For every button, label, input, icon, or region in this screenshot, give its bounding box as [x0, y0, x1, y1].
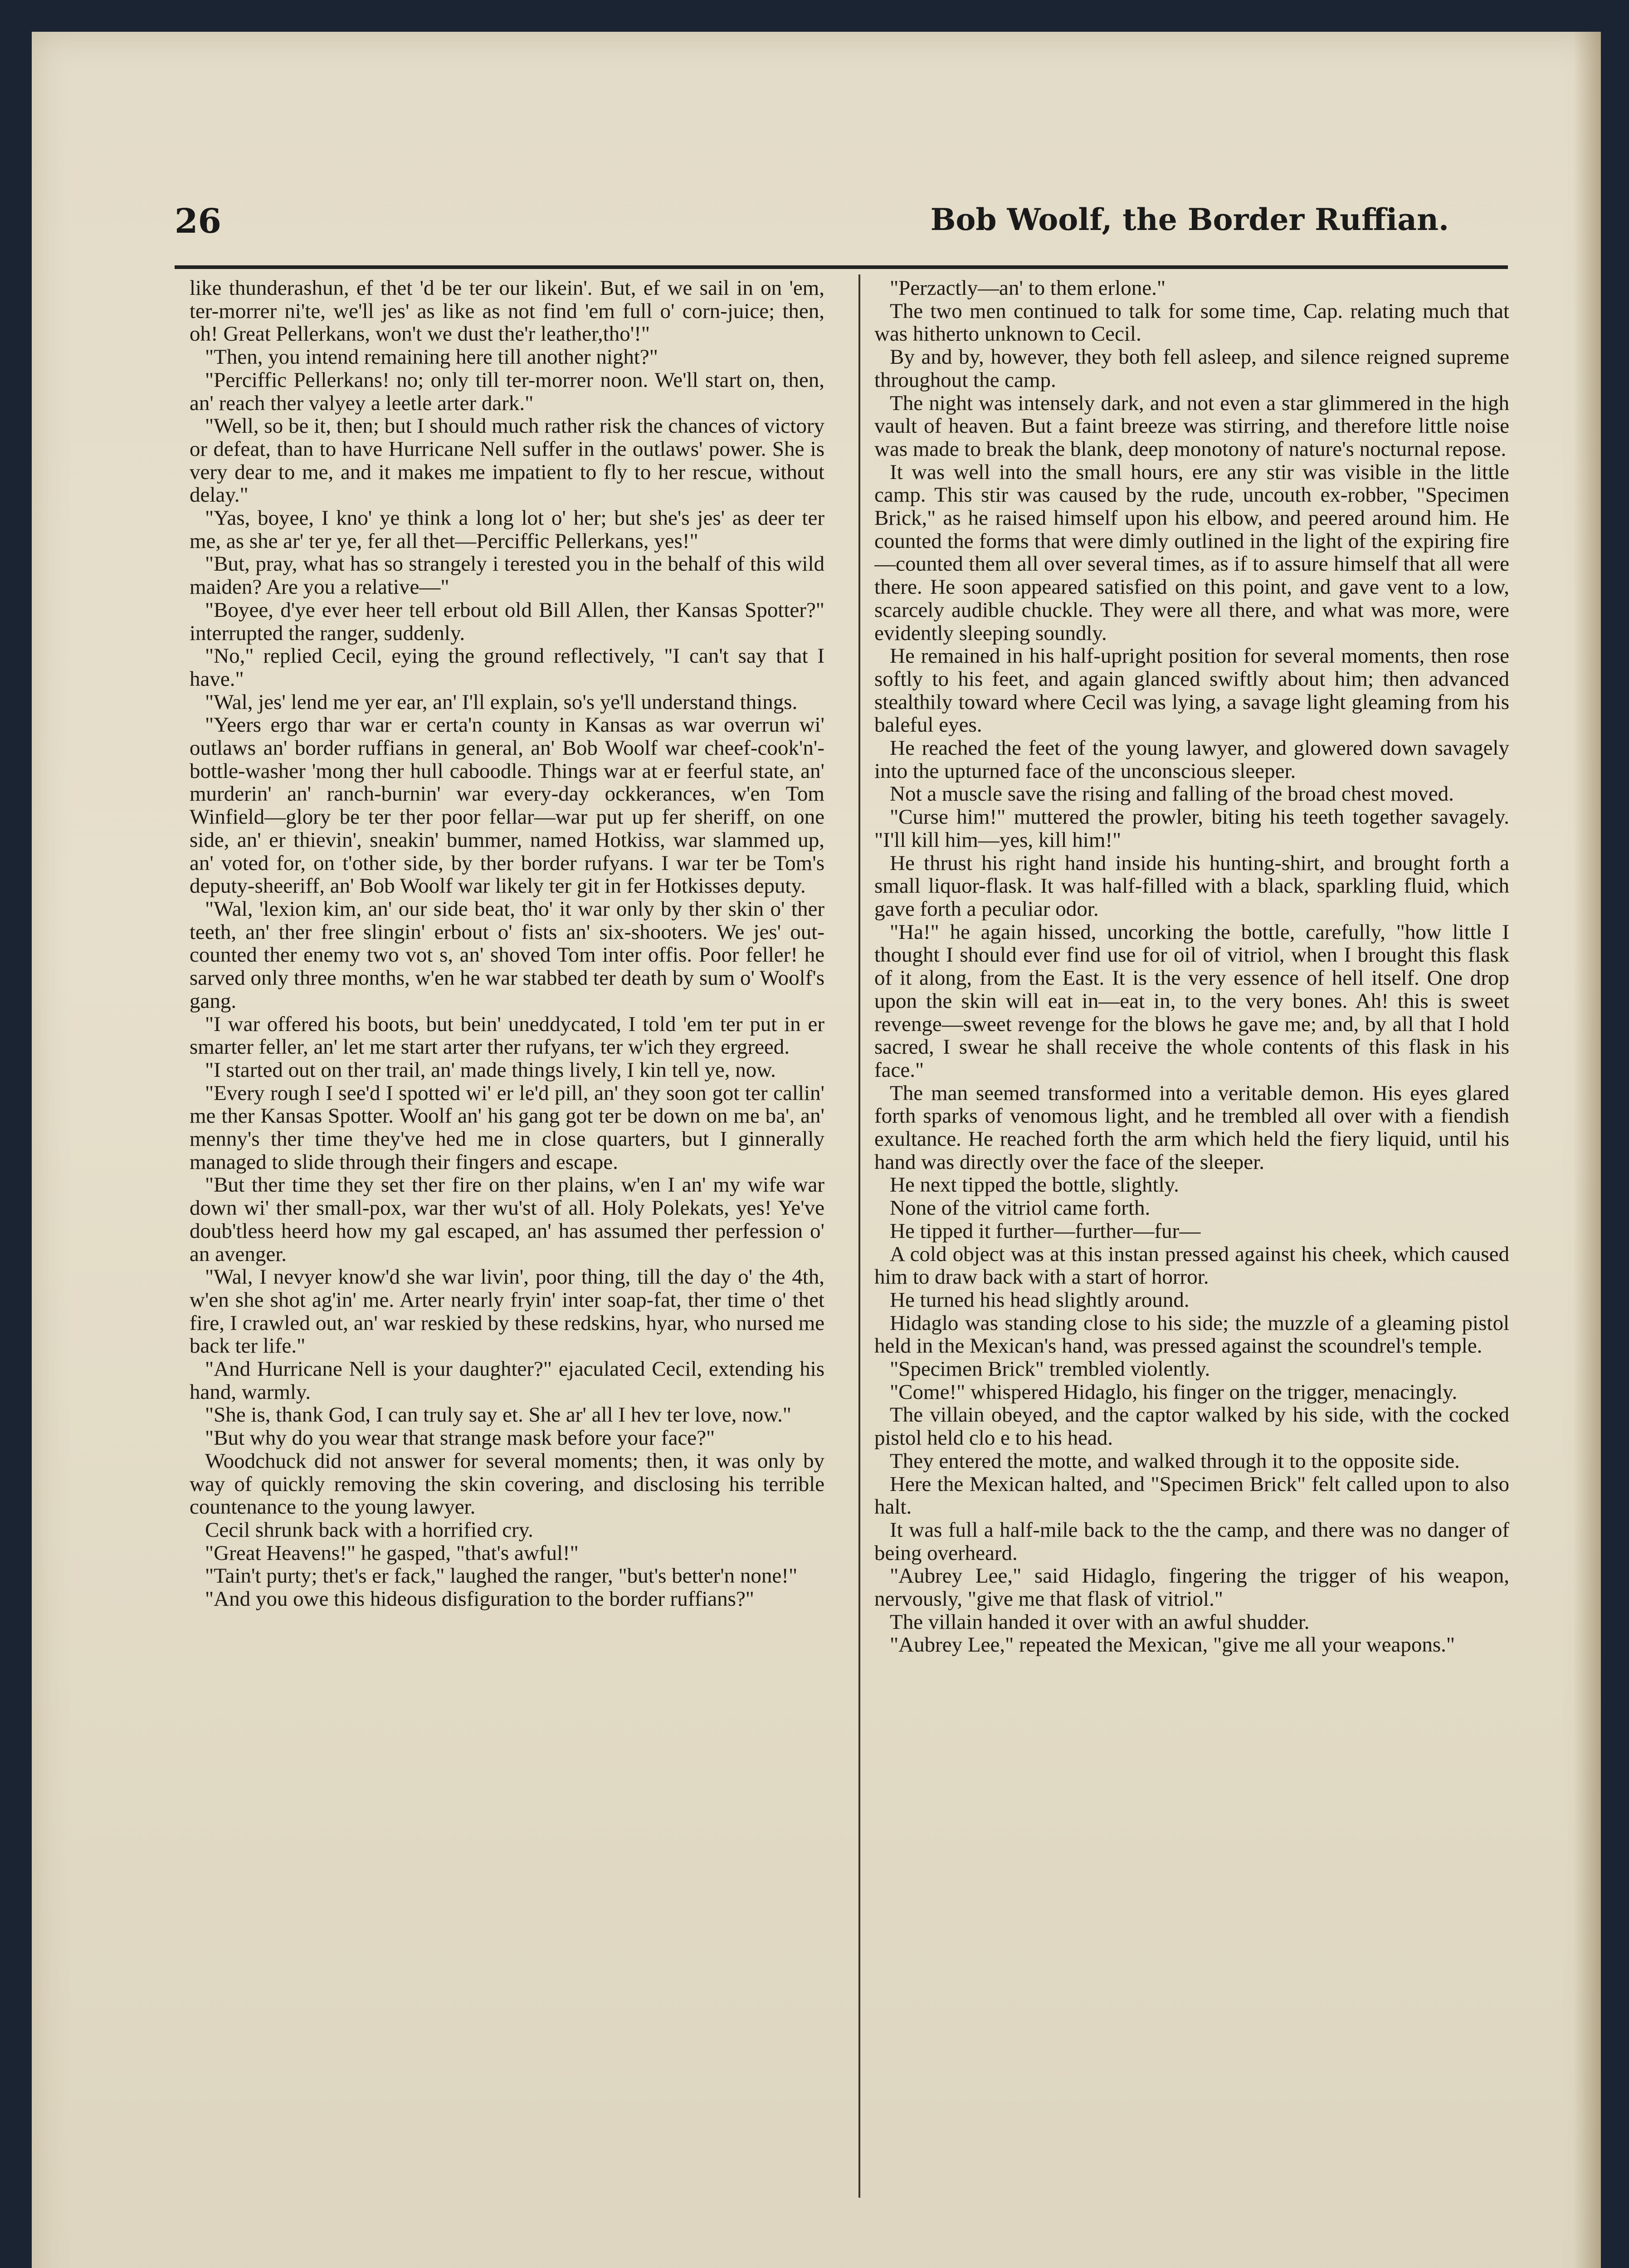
paragraph: They entered the motte, and walked through it to the opposite side.: [890, 1449, 1460, 1473]
paragraph: He remained in his half-upright position for several moments, then rose softly to his feet, and again glanced swiftly about him; then advanced stealthily toward where Cecil was lying, a savage light gleaming from his baleful eyes.: [874, 644, 1509, 737]
paragraph: "Every rough I see'd I spotted wi' er le'd pill, an' they soon got ter callin' me ther Kansas Spotter. Woolf an' his gang got ter be down on me ba', an' menny's ther time they've hed me in close quarters, but I ginnerally managed to slide through their fingers and escape.: [190, 1081, 824, 1174]
paragraph: It was full a half-mile back to the the camp, and there was no danger of being overheard.: [874, 1518, 1509, 1565]
paragraph: The villain obeyed, and the captor walked by his side, with the cocked pistol held clo e to his head.: [874, 1403, 1509, 1450]
right-text-column: [874, 277, 1509, 2200]
paragraph: "Aubrey Lee," said Hidaglo, fingering the trigger of his weapon, nervously, "give me that flask of vitriol.": [874, 1564, 1509, 1611]
paragraph: "Yeers ergo thar war er certa'n county in Kansas as war overrun wi' outlaws an' border ruffians in general, an' Bob Woolf war cheef-cook'n'-bottle-washer 'mong ther hull caboodle. Things war at er feerful state, an' murderin' an' ranch-burnin' war every-day ockkerances, w'en Tom Winfield—glory be ter ther poor fellar—war put up fer sheriff, on one side, an' er thievin', sneakin' bummer, named Hotkiss, war slammed up, an' voted for, on t'other side, by ther border rufyans. I war ter be Tom's deputy-sheeriff, an' Bob Woolf war likely ter git in fer Hotkisses deputy.: [190, 713, 824, 898]
paragraph: He tipped it further—further—fur—: [890, 1219, 1201, 1243]
paragraph: Cecil shrunk back with a horrified cry.: [205, 1518, 533, 1542]
paragraph: "I started out on ther trail, an' made things lively, I kin tell ye, now.: [205, 1058, 776, 1082]
paragraph: It was well into the small hours, ere any stir was visible in the little camp. This stir was caused by the rude, uncouth ex-robber, "Specimen Brick," as he raised himself upon his elbow, and peered around him. He counted the forms that were dimly outlined in the light of the expiring fire—counted them all over several times, as if to assure himself that all were there. He soon appeared satisfied on this point, and gave vent to a low, scarcely audible chuckle. They were all there, and what was more, were evidently sleeping soundly.: [874, 460, 1509, 645]
paragraph: "But why do you wear that strange mask before your face?": [205, 1426, 715, 1450]
paragraph: Hidaglo was standing close to his side; the muzzle of a gleaming pistol held in the Mexican's hand, was pressed against the scoundrel's temple.: [874, 1311, 1509, 1358]
paragraph: The villain handed it over with an awful shudder.: [890, 1610, 1310, 1634]
paragraph: The two men continued to talk for some time, Cap. relating much that was hitherto unknown to Cecil.: [874, 299, 1509, 346]
paragraph: "I war offered his boots, but bein' uneddycated, I told 'em ter put in er smarter feller, an' let me start arter ther rufyans, ter w'ich they ergreed.: [190, 1012, 824, 1059]
paragraph: "And Hurricane Nell is your daughter?" ejaculated Cecil, extending his hand, warmly.: [190, 1357, 824, 1404]
paragraph: "Yas, boyee, I kno' ye think a long lot o' her; but she's jes' as deer ter me, as she ar' ter ye, fer all thet—Perciffic Pellerkans, yes!": [190, 506, 824, 553]
paragraph: Not a muscle save the rising and falling of the broad chest moved.: [890, 782, 1454, 806]
paragraph: He thrust his right hand inside his hunting-shirt, and brought forth a small liquor-flask. It was half-filled with a black, sparkling fluid, which gave forth a peculiar odor.: [874, 851, 1509, 921]
paragraph: Woodchuck did not answer for several moments; then, it was only by way of quickly removing the skin covering, and disclosing his terrible countenance to the young lawyer.: [190, 1449, 824, 1519]
paragraph: By and by, however, they both fell asleep, and silence reigned supreme throughout the camp.: [874, 345, 1509, 392]
paragraph: "She is, thank God, I can truly say et. She ar' all I hev ter love, now.": [205, 1403, 791, 1427]
column-divider: [858, 274, 860, 2198]
paragraph: "Perciffic Pellerkans! no; only till ter-morrer noon. We'll start on, then, an' reach ther valyey a leetle arter dark.": [190, 368, 824, 415]
paragraph: "Well, so be it, then; but I should much rather risk the chances of victory or defeat, than to have Hurricane Nell suffer in the outlaws' power. She is very dear to me, and it makes me impatient to fly to her rescue, without delay.": [190, 414, 824, 507]
paragraph: "Perzactly—an' to them erlone.": [890, 277, 1166, 300]
paragraph: Here the Mexican halted, and "Specimen Brick" felt called upon to also halt.: [874, 1472, 1509, 1519]
paragraph: The man seemed transformed into a veritable demon. His eyes glared forth sparks of venomous light, and he trembled all over with a fiendish exultance. He reached forth the arm which held the fiery liquid, until his hand was directly over the face of the sleeper.: [874, 1081, 1509, 1174]
page-number: 26: [175, 202, 221, 241]
header-rule: [175, 265, 1508, 269]
paragraph: He reached the feet of the young lawyer, and glowered down savagely into the upturned face of the unconscious sleeper.: [874, 736, 1509, 783]
paragraph: "Aubrey Lee," repeated the Mexican, "give me all your weapons.": [890, 1633, 1455, 1657]
paragraph: "Curse him!" muttered the prowler, biting his teeth together savagely. "I'll kill him—yes, kill him!": [874, 805, 1509, 852]
paragraph: like thunderashun, ef thet 'd be ter our likein'. But, ef we sail in on 'em, ter-morrer ni'te, we'll jes' as like as not find 'em full o' corn-juice; then, oh! Great Pellerkans, won't we dust the'r leather,tho'!": [190, 277, 824, 346]
paragraph: He next tipped the bottle, slightly.: [890, 1173, 1179, 1197]
paragraph: "Wal, I nevyer know'd she war livin', poor thing, till the day o' the 4th, w'en she shot ag'in' me. Arter nearly fryin' inter soap-fat, ther time o' thet fire, I crawled out, an' war reskied by these redskins, hyar, who nursed me back ter life.": [190, 1265, 824, 1358]
left-text-column: [190, 277, 824, 2200]
paragraph: "Come!" whispered Hidaglo, his finger on the trigger, menacingly.: [890, 1380, 1458, 1404]
paragraph: "Then, you intend remaining here till another night?": [205, 345, 658, 369]
paragraph: "Tain't purty; thet's er fack," laughed the ranger, "but's better'n none!": [205, 1564, 798, 1588]
paragraph: "Wal, 'lexion kim, an' our side beat, tho' it war only by ther skin o' ther teeth, an' ther free slingin' erbout o' fists an' six-shooters. We jes' out-counted ther enemy two vot s, an' shoved Tom inter offis. Poor feller! he sarved only three months, w'en he war stabbed ter death by sum o' Woolf's gang.: [190, 897, 824, 1013]
paragraph: "But, pray, what has so strangely i terested you in the behalf of this wild maiden? Are you a relative—": [190, 552, 824, 599]
paragraph: None of the vitriol came forth.: [890, 1196, 1151, 1220]
paragraph: He turned his head slightly around.: [890, 1288, 1190, 1312]
page-header: [175, 202, 1508, 252]
paragraph: The night was intensely dark, and not even a star glimmered in the high vault of heaven. But a faint breeze was stirring, and therefore little noise was made to break the blank, deep monotony of nature's nocturnal repose.: [874, 391, 1509, 461]
paragraph: "Ha!" he again hissed, uncorking the bottle, carefully, "how little I thought I should ever find use for oil of vitriol, when I brought this flask of it along, from the East. It is the very essence of hell itself. One drop upon the skin will eat in—eat in, to the very bones. Ah! this is sweet revenge—sweet revenge for the blows he gave me; and, by all that I hold sacred, I swear he shall receive the whole contents of this flask in his face.": [874, 920, 1509, 1082]
paragraph: "Wal, jes' lend me yer ear, an' I'll explain, so's ye'll understand things.: [205, 690, 798, 714]
paragraph: A cold object was at this instan pressed against his cheek, which caused him to draw back with a start of horror.: [874, 1242, 1509, 1289]
paragraph: "No," replied Cecil, eying the ground reflectively, "I can't say that I have.": [190, 644, 824, 691]
paragraph: "And you owe this hideous disfiguration to the border ruffians?": [205, 1587, 754, 1611]
paragraph: "Specimen Brick" trembled violently.: [890, 1357, 1210, 1381]
paragraph: "Great Heavens!" he gasped, "that's awful!": [205, 1541, 579, 1565]
paragraph: "But ther time they set ther fire on ther plains, w'en I an' my wife war down wi' ther small-pox, war ther wu'st of all. Holy Polekats, yes! Ye've doub'tless heerd how my gal escaped, an' has assumed ther perfession o' an avenger.: [190, 1173, 824, 1266]
running-title: Bob Woolf, the Border Ruffian.: [930, 202, 1449, 237]
paragraph: "Boyee, d'ye ever heer tell erbout old Bill Allen, ther Kansas Spotter?" interrupted the ranger, suddenly.: [190, 598, 824, 645]
page-edge-shadow: [1574, 32, 1601, 2268]
